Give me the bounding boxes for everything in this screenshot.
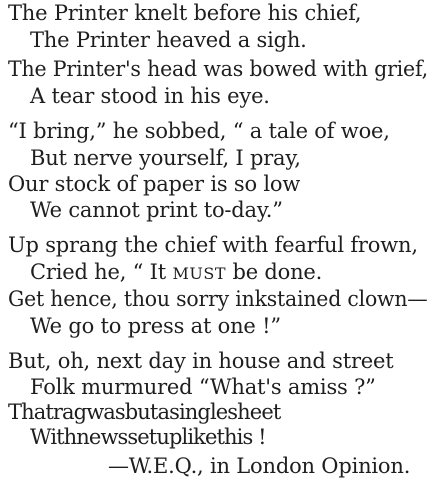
poem-line: Get hence, thou sorry inkstained clown— (8, 287, 428, 311)
poem-line: Up sprang the chief with fearful frown, (8, 233, 418, 257)
poem-line: The Printer's head was bowed with grief, (8, 57, 428, 81)
emphasis-word: MUST (172, 264, 226, 283)
poem-line: The Printer knelt before his chief, (8, 1, 362, 25)
poem-line: But, oh, next day in house and street (8, 349, 394, 373)
poem-line: A tear stood in his eye. (30, 84, 270, 108)
poem-line: We go to press at one !” (30, 314, 281, 338)
poem-line: But nerve yourself, I pray, (30, 146, 301, 170)
attribution: —W.E.Q., in London Opinion. (108, 454, 411, 478)
poem-line: Thatragwasbutasinglesheet (8, 400, 281, 424)
poem-line: We cannot print to-day.” (30, 198, 283, 222)
poem-line: “I bring,” he sobbed, “ a tale of woe, (8, 119, 390, 143)
poem-line-text: be done. (226, 260, 323, 284)
poem-line: Folk murmured “What's amiss ?” (30, 375, 376, 399)
poem-line (30, 262, 322, 283)
poem-line: Withnewssetuplikethis ! (30, 425, 266, 449)
poem-line-text: Cried he, “ It (30, 260, 173, 284)
poem-line: The Printer heaved a sigh. (30, 28, 307, 52)
poem-line: Our stock of paper is so low (8, 172, 301, 196)
